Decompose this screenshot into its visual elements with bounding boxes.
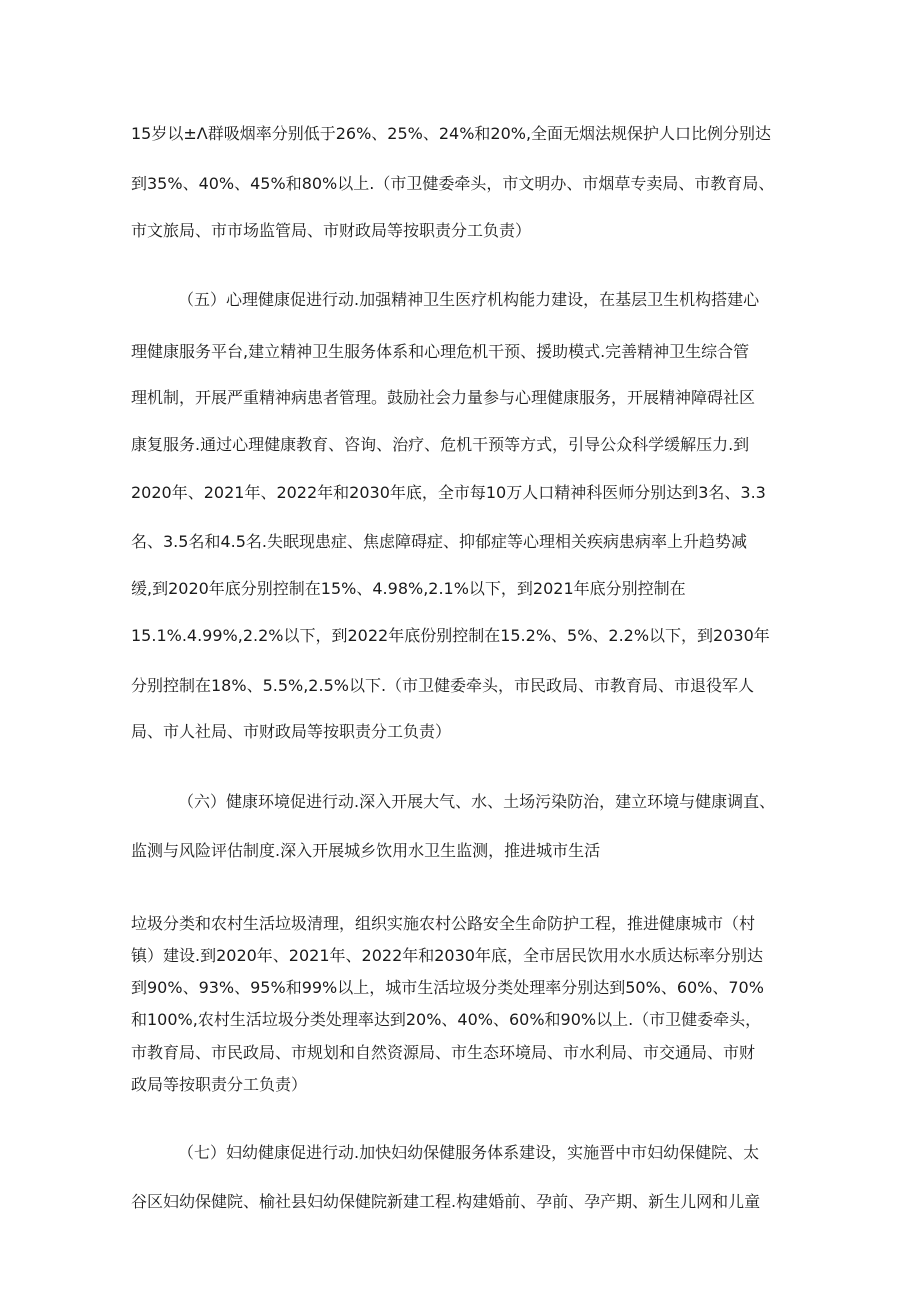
paragraph-line: 市文旅局、市市场监管局、市财政局等按职责分工负责）: [131, 221, 532, 240]
paragraph-line: 2020年、2021年、2022年和2030年底，全市每10万人口精神科医师分别达到3名、3.3: [131, 483, 766, 502]
paragraph-line: 理健康服务平台,建立精神卫生服务体系和心理危机干预、援助模式.完善精神卫生综合管: [131, 342, 750, 361]
section-6-heading-line: （六）健康环境促进行动.深入开展大气、水、土场污染防治，建立环境与健康调直、: [178, 792, 776, 811]
paragraph-line: 到90%、93%、95%和99%以上，城市生活垃圾分类处理率分别达到50%、60%、70%: [131, 978, 764, 997]
paragraph-line: 名、3.5名和4.5名.失眠现患症、焦虑障碍症、抑郁症等心理相关疾病患病率上升趋势减: [131, 532, 747, 551]
paragraph-line: 监测与风险评估制度.深入开展城乡饮用水卫生监测，推进城市生活: [131, 841, 601, 860]
paragraph-line: 局、市人社局、市财政局等按职责分工负责）: [131, 722, 452, 741]
paragraph-line: 到35%、40%、45%和80%以上.（市卫健委牵头，市文明办、市烟草专卖局、市教育局、: [131, 174, 775, 193]
paragraph-line: 垃圾分类和农村生活垃圾清理，组织实施农村公路安全生命防护工程，推进健康城市（村: [131, 914, 756, 933]
paragraph-line: 15岁以±Λ群吸烟率分别低于26%、25%、24%和20%,全面无烟法规保护人口比例分别达: [131, 124, 772, 143]
paragraph-line: 谷区妇幼保健院、榆社县妇幼保健院新建工程.构建婚前、孕前、孕产期、新生儿网和儿童: [131, 1192, 761, 1211]
paragraph-line: 政局等按职责分工负责）: [131, 1075, 308, 1094]
paragraph-line: 理机制，开展严重精神病患者管理。鼓励社会力量参与心理健康服务，开展精神障碍社区: [131, 388, 756, 407]
paragraph-line: 康复服务.通过心理健康教育、咨询、治疗、危机干预等方式，引导公众科学缓解压力.到: [131, 435, 750, 454]
paragraph-line: 15.1%.4.99%,2.2%以下，到2022年底份别控制在15.2%、5%、2.2%以下，到2030年: [131, 626, 770, 645]
paragraph-line: 和100%,农村生活垃圾分类处理率达到20%、40%、60%和90%以上.（市卫健委牵头，: [131, 1010, 762, 1029]
paragraph-line: 镇）建设.到2020年、2021年、2022年和2030年底，全市居民饮用水水质达标率分别达: [131, 946, 763, 965]
section-5-heading-line: （五）心理健康促进行动.加强精神卫生医疗机构能力建设，在基层卫生机构搭建心: [178, 290, 760, 309]
section-7-heading-line: （七）妇幼健康促进行动.加快妇幼保健服务体系建设，实施晋中市妇幼保健院、太: [178, 1143, 760, 1162]
paragraph-line: 市教育局、市民政局、市规划和自然资源局、市生态环境局、市水利局、市交通局、市财: [131, 1043, 756, 1062]
paragraph-line: 分别控制在18%、5.5%,2.5%以下.（市卫健委牵头，市民政局、市教育局、市退役军人: [131, 676, 755, 695]
paragraph-line: 缓,到2020年底分别控制在15%、4.98%,2.1%以下，到2021年底分别控制在: [131, 579, 686, 598]
